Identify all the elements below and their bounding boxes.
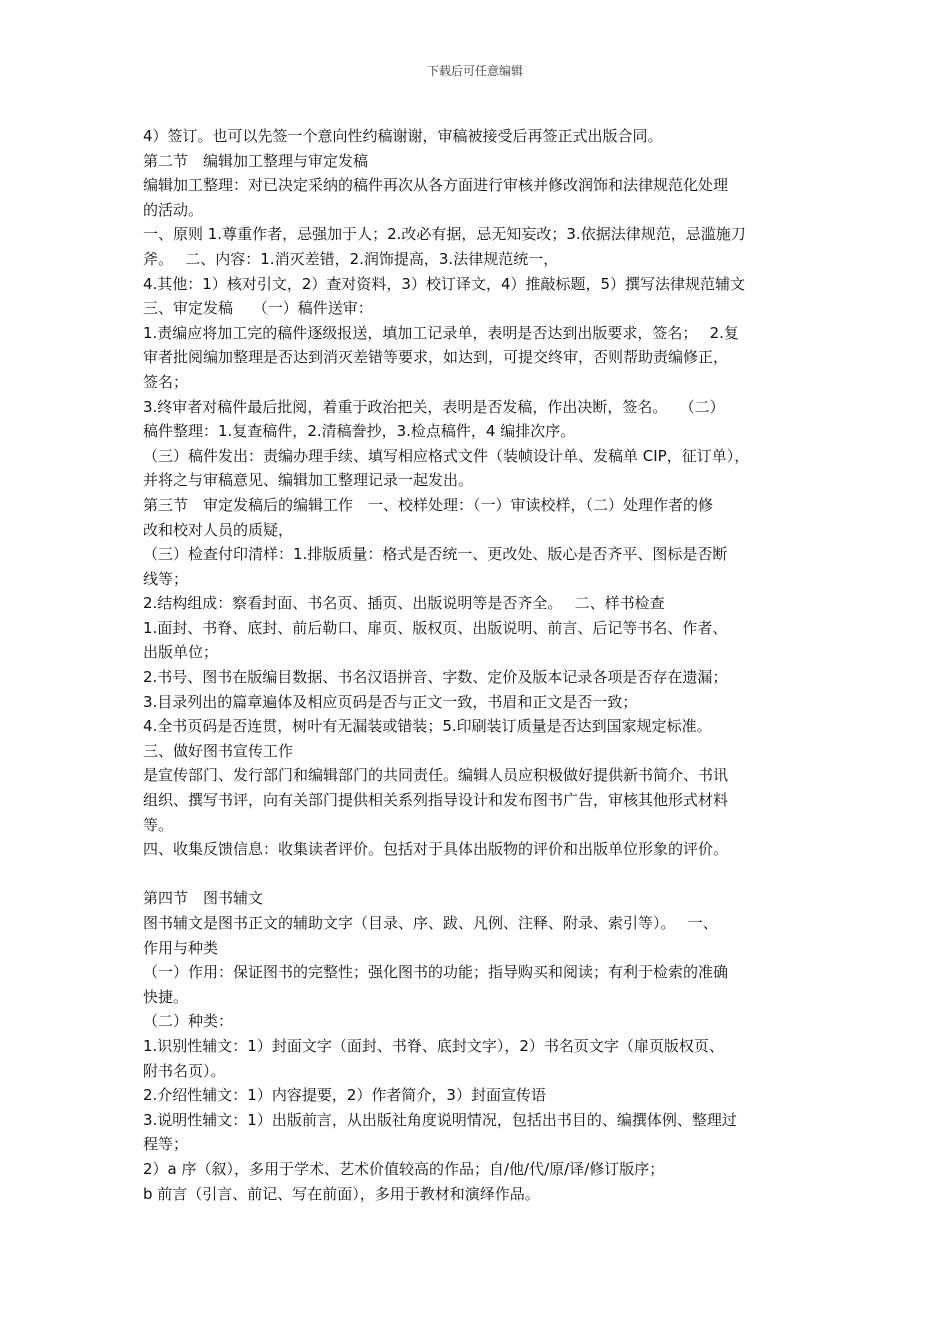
- text-line: （一）作用：保证图书的完整性；强化图书的功能；指导购买和阅读；有利于检索的准确: [143, 963, 729, 982]
- text-line: 2.介绍性辅文：1）内容提要，2）作者简介，3）封面宣传语: [143, 1086, 546, 1105]
- text-line: 四、收集反馈信息：收集读者评价。包括对于具体出版物的评价和出版单位形象的评价。: [143, 840, 729, 859]
- text-line: 3.终审者对稿件最后批阅，着重于政治把关，表明是否发稿，作出决断，签名。 （二）: [143, 397, 725, 416]
- section-heading: 第四节 图书辅文: [143, 889, 264, 908]
- text-line: 3.说明性辅文：1）出版前言，从出版社角度说明情况，包括出书目的、编撰体例、整理过: [143, 1110, 737, 1129]
- text-line: 快捷。: [143, 987, 189, 1006]
- text-line: 附书名页）。: [143, 1061, 226, 1080]
- text-line: 三、审定发稿 （一）稿件送审：: [143, 299, 373, 318]
- text-line: 组织、撰写书评，向有关部门提供相关系列指导设计和发布图书广告，审核其他形式材料: [143, 791, 729, 810]
- text-line: 稿件整理：1.复查稿件，2.清稿誊抄，3.检点稿件，4 编排次序。: [143, 422, 576, 441]
- text-line: 并将之与审稿意见、编辑加工整理记录一起发出。: [143, 471, 474, 490]
- text-line: 改和校对人员的质疑，: [143, 520, 294, 539]
- text-line: 4）签订。也可以先签一个意向性约稿谢谢，审稿被接受后再签正式出版合同。: [143, 127, 663, 145]
- page-header: 下载后可任意编辑: [426, 64, 523, 78]
- text-line: 三、做好图书宣传工作: [143, 741, 294, 760]
- text-line: 编辑加工整理：对已决定采纳的稿件再次从各方面进行审核并修改润饰和法律规范化处理: [143, 176, 729, 195]
- text-line: 2.结构组成：察看封面、书名页、插页、出版说明等是否齐全。 二、样书检查: [143, 594, 665, 613]
- section-heading: 第三节 审定发稿后的编辑工作 一、校样处理：（一）审读校样，（二）处理作者的修: [143, 495, 714, 514]
- text-line: 图书辅文是图书正文的辅助文字（目录、序、跋、凡例、注释、附录、索引等）。 一、: [143, 914, 718, 932]
- text-line: 等。: [143, 815, 174, 834]
- text-line: 2）a 序（叙），多用于学术、艺术价值较高的作品；自/他/代/原/译/修订版序；: [143, 1159, 665, 1178]
- text-line: 的活动。: [143, 200, 204, 219]
- blank-line: [143, 862, 815, 887]
- text-line: 1.面封、书脊、底封、前后勒口、扉页、版权页、出版说明、前言、后记等书名、作者、: [143, 618, 728, 637]
- text-line: 作用与种类: [143, 938, 219, 957]
- text-line: 线等；: [143, 569, 189, 588]
- text-line: （三）稿件发出：责编办理手续、填写相应格式文件（装帧设计单、发稿单 CIP，征订单），: [143, 446, 750, 465]
- text-line: 出版单位；: [143, 643, 219, 662]
- text-line: 1.识别性辅文：1）封面文字（面封、书脊、底封文字），2）书名页文字（扉页版权页、: [143, 1036, 724, 1055]
- text-line: 签名；: [143, 372, 189, 391]
- text-line: 审者批阅编加整理是否达到消灭差错等要求，如达到，可提交终审，否则帮助责编修正，: [143, 348, 729, 367]
- section-heading: 第二节 编辑加工整理与审定发稿: [143, 151, 369, 170]
- text-line: 斧。 二、内容：1.消灭差错，2.润饰提高，3.法律规范统一，: [143, 249, 559, 268]
- text-line: 是宣传部门、发行部门和编辑部门的共同责任。编辑人员应积极做好提供新书简介、书讯: [143, 766, 729, 785]
- text-line: （二）种类：: [143, 1012, 234, 1031]
- text-line: 4.其他：1）核对引文，2）查对资料，3）校订译文，4）推敲标题，5）撰写法律规范辅文: [143, 274, 746, 293]
- text-line: 3.目录列出的篇章遍体及相应页码是否与正文一致，书眉和正文是否一致；: [143, 692, 638, 711]
- text-line: 一、原则 1.尊重作者，忌强加于人；2.改必有据，忌无知妄改；3.依据法律规范，忌滥施刀: [143, 225, 746, 244]
- text-line: 程等；: [143, 1135, 189, 1154]
- text-line: 1.责编应将加工完的稿件逐级报送，填加工记录单，表明是否达到出版要求，签名； 2.复: [143, 323, 739, 342]
- text-line: 2.书号、图书在版编目数据、书名汉语拼音、字数、定价及版本记录各项是否存在遗漏；: [143, 668, 728, 687]
- text-line: 4.全书页码是否连贯，树叶有无漏装或错装；5.印刷装订质量是否达到国家规定标准。: [143, 717, 712, 736]
- text-line: （三）检查付印清样：1.排版质量：格式是否统一、更改处、版心是否齐平、图标是否断: [143, 545, 728, 564]
- text-line: b 前言（引言、前记、写在前面），多用于教材和演绎作品。: [143, 1184, 540, 1203]
- document-body: [143, 124, 815, 1206]
